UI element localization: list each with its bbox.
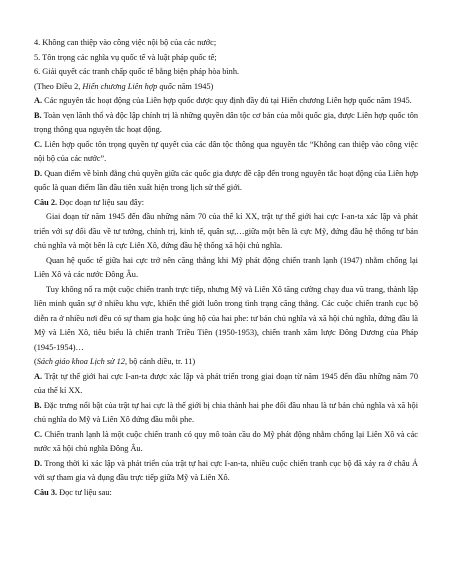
question-prompt: Đọc đoạn tư liệu sau đây: <box>57 197 145 207</box>
source-title: Hiến chương Liên hợp quốc <box>82 81 176 91</box>
q2-paragraph-2: Quan hệ quốc tế giữa hai cực trở nên căng thẳng khi Mỹ phát động chiến tranh lạnh (1947) nhằm chống lại Liên Xô và các nước Đông Âu. <box>34 255 418 279</box>
source-prefix: (Theo Điều 2, <box>34 81 83 91</box>
option-letter: C. <box>34 429 43 439</box>
option-letter: D. <box>34 458 43 468</box>
q2-paragraph-3: Tuy không nổ ra một cuộc chiến tranh trực tiếp, nhưng Mỹ và Liên Xô tăng cường chạy đua vũ trang, thành lập liên minh quân sự ở nhiều khu vực, khiến thế giới luôn trong tình trạng căng thẳng. Các cuộc chiến tranh cục bộ diễn ra ở nhiều nơi đều có sự tham gia hoặc ủng hộ của hai phe: tư bản chủ nghĩa và xã hội chủ nghĩa, đứng đầu là Mỹ và Liên Xô, tiêu biểu là chiến tranh Triều Tiên (1950-1953), chiến tranh xâm lược Đông Dương của Pháp (1945-1954)… <box>34 284 418 352</box>
option-letter: A. <box>34 96 43 105</box>
source-citation-1 <box>34 80 418 95</box>
q1-option-b <box>34 109 418 138</box>
option-text: Trật tự thế giới hai cực I-an-ta được xác lập và phát triển trong giai đoạn từ năm 1945 đến đầu những năm 70 của thế kỉ XX. <box>34 371 418 395</box>
option-text: Các nguyên tắc hoạt động của Liên hợp quốc được quy định đầy đủ tại Hiến chương Liên hợp quốc năm 1945. <box>44 96 412 105</box>
option-letter: C. <box>34 139 43 149</box>
option-letter: B. <box>34 400 42 410</box>
option-letter: D. <box>34 168 43 178</box>
source-suffix: năm 1945) <box>175 81 214 91</box>
source-title: Sách giáo khoa Lịch sử 12 <box>36 357 125 366</box>
q1-option-d <box>34 167 418 196</box>
option-text: Chiến tranh lạnh là một cuộc chiến tranh có quy mô toàn cầu do Mỹ phát động nhằm chống lại Liên Xô và các nước xã hội chủ nghĩa Đông Âu. <box>34 429 418 453</box>
source-prefix: ( <box>34 357 37 366</box>
q2-option-d <box>34 457 418 486</box>
q2-option-b <box>34 399 418 428</box>
question-prompt: Đọc tư liệu sau: <box>57 487 112 497</box>
principle-5: 5. Tôn trọng các nghĩa vụ quốc tế và luật pháp quốc tế; <box>34 52 217 62</box>
q1-option-a <box>34 94 418 109</box>
option-letter: A. <box>34 371 43 381</box>
q2-heading <box>34 196 418 211</box>
source-suffix: , bộ cánh diều, tr. 11) <box>124 357 196 366</box>
option-text: Toàn vẹn lãnh thổ và độc lập chính trị là những quyền dân tộc cơ bản của mỗi quốc gia, được Liên hợp quốc tôn trọng thông qua nguyên tắc hoạt động. <box>34 110 418 134</box>
option-text: Đặc trưng nổi bật của trật tự hai cực là thế giới bị chia thành hai phe đối đầu nhau là tư bản chủ nghĩa và xã hội chủ nghĩa do Mỹ và Liên Xô đứng đầu mỗi phe. <box>34 400 419 424</box>
option-text: Liên hợp quốc tôn trọng quyền tự quyết của các dân tộc thông qua nguyên tắc “Không can thiệp vào công việc nội bộ của các nước”. <box>34 139 419 163</box>
principle-6: 6. Giải quyết các tranh chấp quốc tế bằng biện pháp hòa bình. <box>34 67 240 76</box>
option-text: Quan điểm về bình đẳng chủ quyền giữa các quốc gia được đề cập đến trong nguyên tắc hoạt động của Liên hợp quốc là quan điểm lần đầu tiên xuất hiện trong lịch sử thế giới. <box>34 168 418 192</box>
option-letter: B. <box>34 110 42 120</box>
q2-option-a <box>34 370 418 399</box>
q3-heading <box>34 486 418 501</box>
question-label: Câu 2. <box>34 197 58 207</box>
q1-option-c <box>34 138 418 167</box>
document-page <box>34 36 418 500</box>
principle-4: 4. Không can thiệp vào công việc nội bộ của các nước; <box>34 38 217 47</box>
option-text: Trong thời kì xác lập và phát triển của trật tự hai cực I-an-ta, nhiều cuộc chiến tranh cục bộ đã xảy ra ở châu Á với sự tham gia và đụng đầu trực tiếp giữa Mỹ và Liên Xô. <box>34 458 418 482</box>
question-label: Câu 3. <box>34 487 58 497</box>
q2-option-c <box>34 428 418 457</box>
source-citation-2 <box>34 355 418 370</box>
q2-paragraph-1: Giai đoạn từ năm 1945 đến đầu những năm 70 của thế kỉ XX, trật tự thế giới hai cực I-an-ta xác lập và phát triển với sự đối đầu về tư tưởng, chính trị, kinh tế, quân sự,…giữa một bên là cực Mỹ, đứng đầu hệ thống tư bản chủ nghĩa và một bên là cực Liên Xô, đứng đầu hệ thống xã hội chủ nghĩa. <box>34 212 418 250</box>
